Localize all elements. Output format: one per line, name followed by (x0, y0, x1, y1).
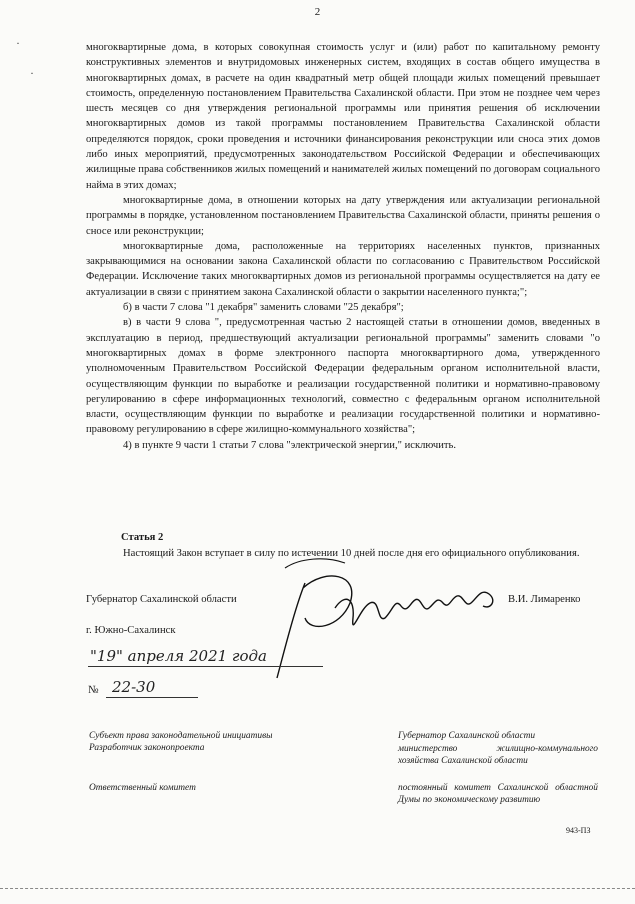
committee-value: постоянный комитет Сахалинской областной Думы по экономическому развитию (398, 783, 598, 805)
paragraph: многоквартирные дома, в которых совокупная стоимость услуг и (или) работ по капитальному ремонту конструктивных элементов и внутридомовых инженерных систем, входящих в состав общего имущества в многоквартирных домах, в расчете на один квадратный метр общей площади жилых помещений превышает стоимость, определенную постановлением Правительства Сахалинской области. При этом не позднее чем через шесть месяцев со дня утверждения региональной программы или принятия решения об исключении многоквартирных домов из такой программы постановлением Правительства Сахалинской области определяются порядок, сроки проведения и источники финансирования реконструкции или сноса этих домов либо иных мероприятий, предусмотренных законодательством Российской Федерации и обеспечивающих жилищные права собственников жилых помещений и нанимателей жилых помещений по договорам социального найма в этих домах; (86, 42, 600, 191)
date-underline (88, 666, 323, 667)
paragraph: многоквартирные дома, в отношении которых на дату утверждения или актуализации региональной программы в порядке, установленном постановлением Правительства Сахалинской области, приняты решения о сносе или реконструкции; (86, 194, 600, 237)
developer-label: Разработчик законопроекта (89, 742, 205, 753)
margin-mark: · (30, 66, 34, 80)
date-field (88, 645, 323, 669)
margin-mark: · (16, 36, 20, 50)
handwritten-date: "19" апреля 2021 года (90, 647, 267, 665)
initiative-labels (89, 731, 273, 754)
initiative-subject-value: Губернатор Сахалинской области (398, 731, 536, 741)
document-code: 943-ПЗ (566, 826, 591, 835)
page-number: 2 (314, 6, 321, 18)
scan-edge (0, 888, 635, 889)
number-field (88, 676, 198, 700)
paragraph: 4) в пункте 9 части 1 статьи 7 слова "электрической энергии," исключить. (123, 439, 456, 451)
governor-title: Губернатор Сахалинской области (86, 594, 237, 605)
committee-label: Ответственный комитет (89, 783, 196, 793)
handwritten-number: 22-30 (112, 678, 156, 696)
article-paragraph: Настоящий Закон вступает в силу по истечении 10 дней после дня его официального опубликования. (123, 548, 580, 559)
number-sign: № (88, 684, 99, 696)
paragraph: в) в части 9 слова ", предусмотренная частью 2 настоящей статьи в отношении домов, введенных в эксплуатацию в период, предшествующий актуализации региональной программы" заменить словами "о многоквартирных домах в форме электронного паспорта многоквартирного дома, утвержденного уполномоченным Правительством Российской Федерации федеральным органом исполнительной власти, осуществляющим функции по выработке и реализации государственной политики и нормативно-правовому регулированию в сфере информационных технологий, совместно с федеральным органом исполнительной власти, осуществляющим функции по выработке и реализации государственной политики и нормативно-правовому регулированию в сфере жилищно-коммунального хозяйства"; (86, 317, 600, 436)
number-underline (106, 697, 198, 698)
main-text (86, 40, 600, 453)
paragraph: б) в части 7 слова "1 декабря" заменить словами "25 декабря"; (123, 302, 404, 314)
paragraph: многоквартирные дома, расположенные на территориях населенных пунктов, признанных закрывающимися на основании закона Сахалинской области по согласованию с Правительством Российской Федерации. Исключение таких многоквартирных домов из региональной программы осуществляется на дату ее актуализации в связи с принятием закона Сахалинской области о закрытии населенного пункта;"; (86, 240, 600, 298)
article-heading: Статья 2 (121, 532, 164, 543)
developer-value: министерство жилищно-коммунального хозяйства Сахалинской области (398, 744, 598, 766)
initiative-subject-label: Субъект права законодательной инициативы (89, 731, 273, 741)
governor-name: В.И. Лимаренко (508, 594, 581, 605)
city: г. Южно-Сахалинск (86, 625, 176, 636)
